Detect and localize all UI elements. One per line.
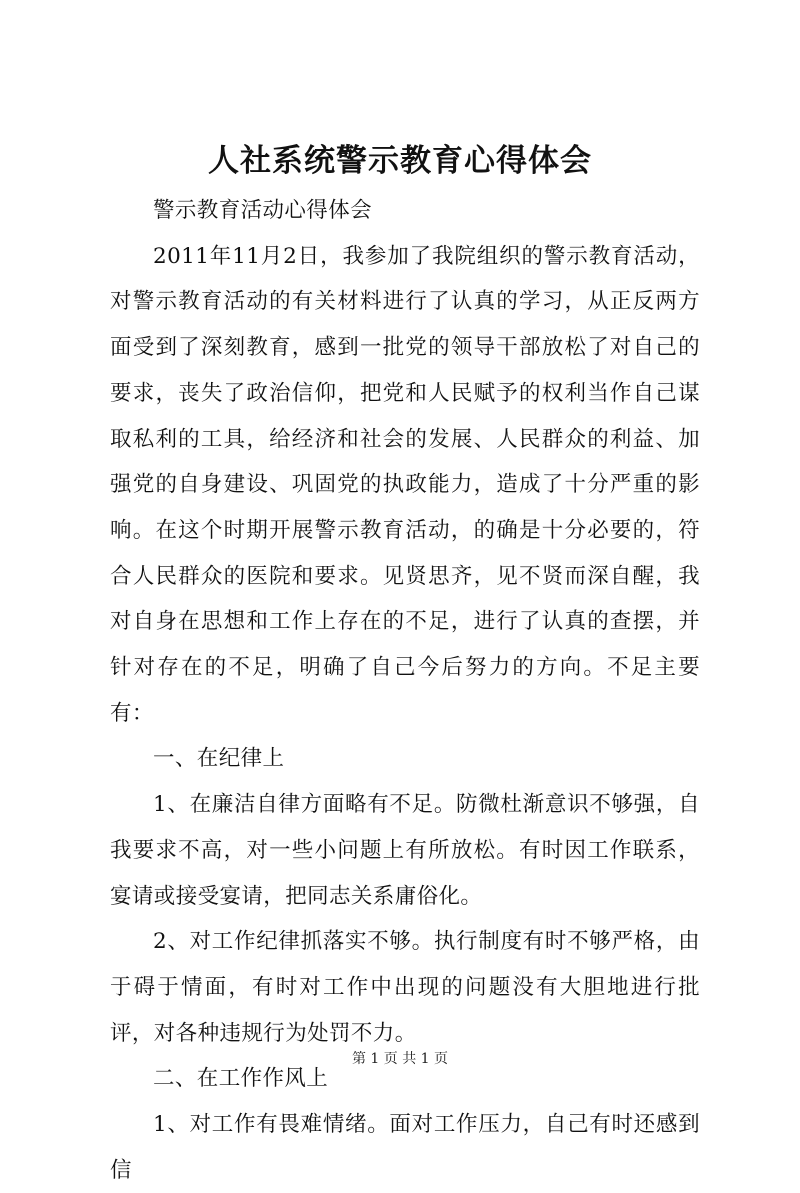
work-style-item-1: 1、对工作有畏难情绪。面对工作压力，自己有时还感到信 [110,1112,700,1183]
discipline-item-2: 2、对工作纪律抓落实不够。执行制度有时不够严格，由于碍于情面，有时对工作中出现的问题没有大胆地进行批评，对各种违规行为处罚不力。 [110,929,700,1046]
section-heading-work-style: 二、在工作作风上 [153,1066,329,1092]
intro-paragraph: 2011年11月2日，我参加了我院组织的警示教育活动，对警示教育活动的有关材料进行了认真的学习，从正反两方面受到了深刻教育，感到一批党的领导干部放松了对自己的要求，丧失了政治信仰，把党和人民赋予的权利当作自己谋取私利的工具，给经济和社会的发展、人民群众的利益、加强党的自身建设、巩固党的执政能力，造成了十分严重的影响。在这个时期开展警示教育活动，的确是十分必要的，符合人民群众的医院和要求。见贤思齐，见不贤而深自醒，我对自身在思想和工作上存在的不足，进行了认真的查摆，并针对存在的不足，明确了自己今后努力的方向。不足主要有： [110,243,700,726]
subtitle-paragraph: 警示教育活动心得体会 [153,198,373,223]
section-heading-discipline: 一、在纪律上 [153,746,285,772]
discipline-item-1: 1、在廉洁自律方面略有不足。防微杜渐意识不够强，自我要求不高，对一些小问题上有所放松。有时因工作联系，宴请或接受宴请，把同志关系庸俗化。 [110,792,700,909]
document-title: 人社系统警示教育心得体会 [208,143,592,179]
document-body [110,188,700,1193]
page-footer: 第 1 页 共 1 页 [351,1051,449,1067]
